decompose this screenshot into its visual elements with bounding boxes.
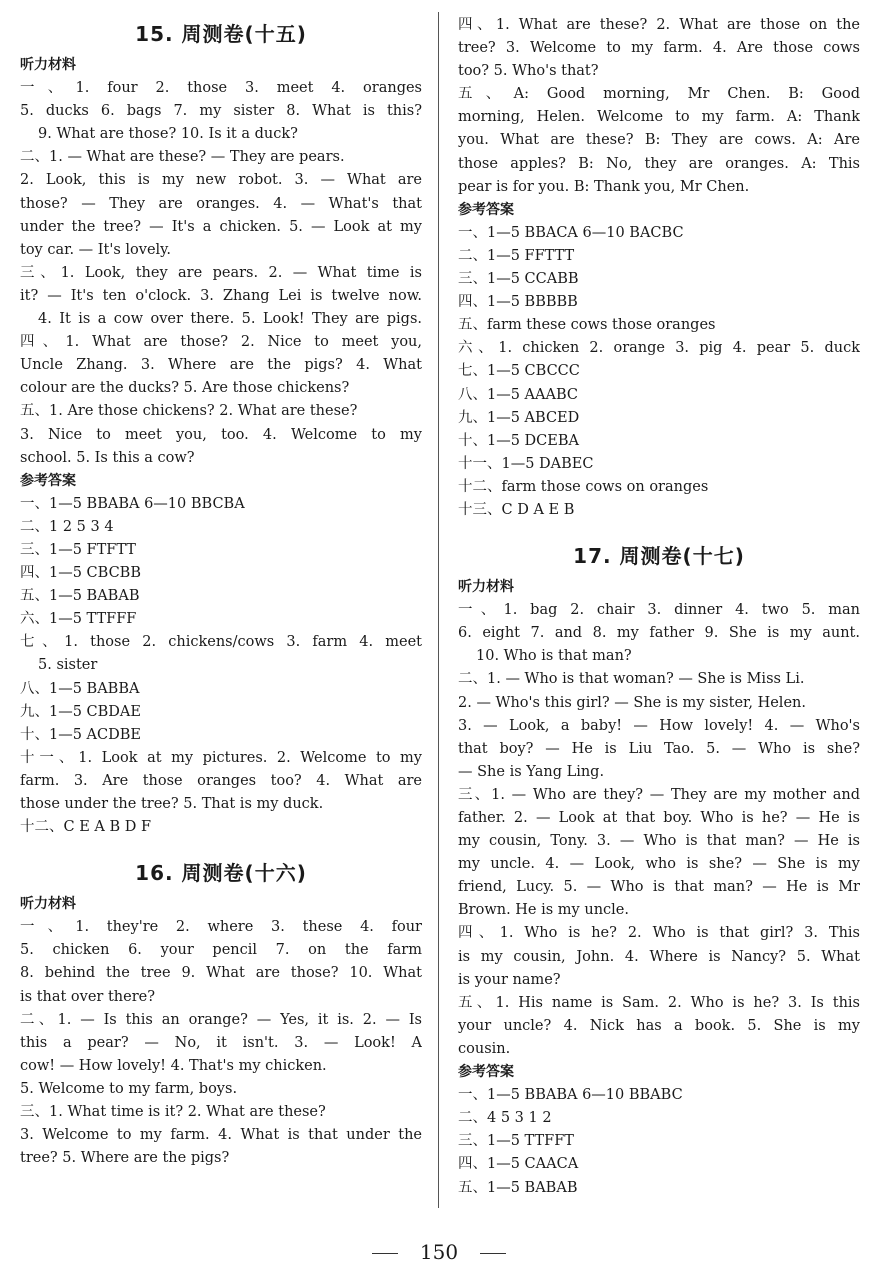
text-line: 八、1—5 AAABC (458, 386, 578, 403)
text-line: that boy? — He is Liu Tao. 5. — Who is she? (458, 740, 860, 757)
quiz-title: 17. 周测卷(十七) (573, 544, 745, 569)
left-column (20, 14, 422, 1170)
text-line: 十、1—5 ACDBE (20, 726, 141, 743)
text-line: 六、1. chicken 2. orange 3. pig 4. pear 5. duck (458, 340, 860, 357)
text-line: 七、1. those 2. chickens/cows 3. farm 4. meet (20, 634, 422, 651)
text-line: 四、1—5 BBBBB (458, 294, 578, 311)
text-line: 五、1. His name is Sam. 2. Who is he? 3. Is this (458, 994, 860, 1011)
text-line: 2. Look, this is my new robot. 3. — What are (20, 172, 422, 189)
text-line: — She is Yang Ling. (458, 763, 605, 780)
text-line: 四、1. What are those? 2. Nice to meet you, (20, 334, 422, 351)
text-line: 五、A: Good morning, Mr Chen. B: Good (458, 86, 860, 103)
text-line: 二、4 5 3 1 2 (458, 1110, 552, 1127)
text-line: father. 2. — Look at that boy. Who is he? — He is (458, 810, 860, 826)
text-line: 十一、1—5 DABEC (458, 455, 594, 472)
section-heading: 参考答案 (20, 472, 76, 489)
text-line: 二、1 2 5 3 4 (20, 518, 114, 535)
text-line: 六、1—5 TTFFF (20, 611, 137, 628)
text-line: those apples? B: No, they are oranges. A: This (458, 155, 860, 172)
text-line: 八、1—5 BABBA (20, 680, 140, 697)
footer-dash-left (372, 1253, 398, 1254)
column-divider (438, 12, 439, 1208)
text-line: 十、1—5 DCEBA (458, 432, 579, 449)
text-line: 9. What are those? 10. Is it a duck? (38, 126, 298, 143)
text-line: 二、1. — Is this an orange? — Yes, it is. 2. — Is (20, 1011, 422, 1028)
text-line: 二、1. — Who is that woman? — She is Miss Li. (458, 671, 805, 688)
text-line: 九、1—5 ABCED (458, 409, 580, 426)
text-line: is my cousin, John. 4. Where is Nancy? 5. What (458, 948, 860, 965)
section-gap (20, 839, 422, 853)
text-line: 五、farm these cows those oranges (458, 317, 716, 334)
text-line: 4. It is a cow over there. 5. Look! They are pigs. (38, 311, 422, 328)
text-line: colour are the ducks? 5. Are those chickens? (20, 380, 350, 397)
text-line: morning, Helen. Welcome to my farm. A: Thank (458, 109, 860, 126)
page-number: 150 (419, 1240, 459, 1264)
text-line: 2. — Who's this girl? — She is my sister, Helen. (458, 694, 806, 711)
section-heading: 听力材料 (20, 57, 76, 73)
text-line: 九、1—5 CBDAE (20, 703, 141, 720)
text-line: it? — It's ten o'clock. 3. Zhang Lei is twelve now. (20, 287, 422, 304)
text-line: 一、1. they're 2. where 3. these 4. four (20, 919, 422, 936)
section-heading: 参考答案 (458, 201, 514, 218)
quiz-title: 15. 周测卷(十五) (135, 22, 307, 46)
footer-dash-right (480, 1253, 506, 1254)
text-line: 5. Welcome to my farm, boys. (20, 1080, 238, 1097)
text-line: 五、1. Are those chickens? 2. What are these? (20, 403, 358, 420)
text-line: 十三、C D A E B (458, 501, 575, 518)
quiz-title: 16. 周测卷(十六) (135, 861, 307, 886)
right-column (458, 14, 860, 1200)
text-line: cousin. (458, 1040, 511, 1057)
text-line: 三、1—5 CCABB (458, 271, 579, 288)
page-footer (0, 1240, 878, 1264)
text-line: you. What are these? B: They are cows. A: Are (458, 132, 860, 149)
text-line: those? — They are oranges. 4. — What's that (20, 195, 422, 212)
text-line: 三、1. What time is it? 2. What are these? (20, 1104, 326, 1121)
text-line: too? 5. Who's that? (458, 63, 599, 80)
text-line: 二、1. — What are these? — They are pears. (20, 149, 345, 166)
text-line: Uncle Zhang. 3. Where are the pigs? 4. What (20, 357, 422, 374)
text-line: 一、1—5 BBABA 6—10 BBABC (458, 1087, 683, 1104)
text-line: friend, Lucy. 5. — Who is that man? — He is Mr (458, 879, 860, 896)
text-line: 二、1—5 FFTTT (458, 247, 575, 264)
text-line: farm. 3. Are those oranges too? 4. What are (20, 772, 422, 789)
text-line: 3. Welcome to my farm. 4. What is that under the (20, 1127, 422, 1144)
text-line: 5. sister (38, 657, 98, 674)
section-heading: 听力材料 (20, 896, 76, 913)
text-line: 四、1. Who is he? 2. Who is that girl? 3. This (458, 925, 860, 942)
text-line: 一、1—5 BBABA 6—10 BBCBA (20, 495, 245, 512)
text-line: 五、1—5 BABAB (458, 1179, 578, 1196)
text-line: toy car. — It's lovely. (20, 241, 172, 258)
text-line: 十二、C E A B D F (20, 819, 152, 836)
text-line: 10. Who is that man? (476, 648, 632, 665)
section-heading: 听力材料 (458, 579, 514, 596)
text-line: 四、1—5 CBCBB (20, 565, 141, 582)
text-line: 8. behind the tree 9. What are those? 10. What (20, 965, 422, 982)
text-line: 一、1. four 2. those 3. meet 4. oranges (20, 80, 422, 97)
text-line: 四、1—5 CAACA (458, 1156, 579, 1173)
text-line: 一、1—5 BBACA 6—10 BACBC (458, 224, 684, 241)
text-line: under the tree? — It's a chicken. 5. — Look at my (20, 218, 422, 235)
text-line: Brown. He is my uncle. (458, 902, 629, 919)
text-line: 3. Nice to meet you, too. 4. Welcome to my (20, 426, 422, 443)
text-line: my cousin, Tony. 3. — Who is that man? — He is (458, 833, 860, 850)
text-line: school. 5. Is this a cow? (20, 449, 195, 466)
text-line: 十一、1. Look at my pictures. 2. Welcome to my (20, 749, 422, 766)
text-line: is that over there? (20, 988, 156, 1005)
text-line: 一、1. bag 2. chair 3. dinner 4. two 5. man (458, 602, 860, 619)
text-line: 三、1—5 TTFFT (458, 1133, 574, 1150)
text-line: 三、1. — Who are they? — They are my mother and (458, 786, 860, 803)
text-line: tree? 3. Welcome to my farm. 4. Are those cows (458, 40, 860, 57)
text-line: pear is for you. B: Thank you, Mr Chen. (458, 178, 750, 195)
text-line: this a pear? — No, it isn't. 3. — Look! A (20, 1034, 422, 1051)
text-line: is your name? (458, 971, 561, 988)
text-line: 三、1—5 FTFTT (20, 541, 136, 558)
text-line: 5. chicken 6. your pencil 7. on the farm (20, 942, 422, 959)
text-line: those under the tree? 5. That is my duck. (20, 796, 324, 812)
text-line: cow! — How lovely! 4. That's my chicken. (20, 1057, 327, 1074)
text-line: 3. — Look, a baby! — How lovely! 4. — Who's (458, 717, 860, 734)
text-line: 四、1. What are these? 2. What are those on the (458, 17, 860, 33)
text-line: 三、1. Look, they are pears. 2. — What time is (20, 264, 422, 281)
text-line: 五、1—5 BABAB (20, 588, 140, 605)
text-line: 十二、farm those cows on oranges (458, 478, 709, 495)
text-line: 5. ducks 6. bags 7. my sister 8. What is this? (20, 103, 422, 120)
text-line: my uncle. 4. — Look, who is she? — She is my (458, 856, 860, 873)
text-line: tree? 5. Where are the pigs? (20, 1150, 230, 1167)
text-line: 6. eight 7. and 8. my father 9. She is my aunt. (458, 625, 860, 642)
section-gap (458, 522, 860, 536)
text-line: 七、1—5 CBCCC (458, 363, 580, 380)
text-line: your uncle? 4. Nick has a book. 5. She is my (458, 1017, 860, 1034)
section-heading: 参考答案 (458, 1064, 514, 1081)
